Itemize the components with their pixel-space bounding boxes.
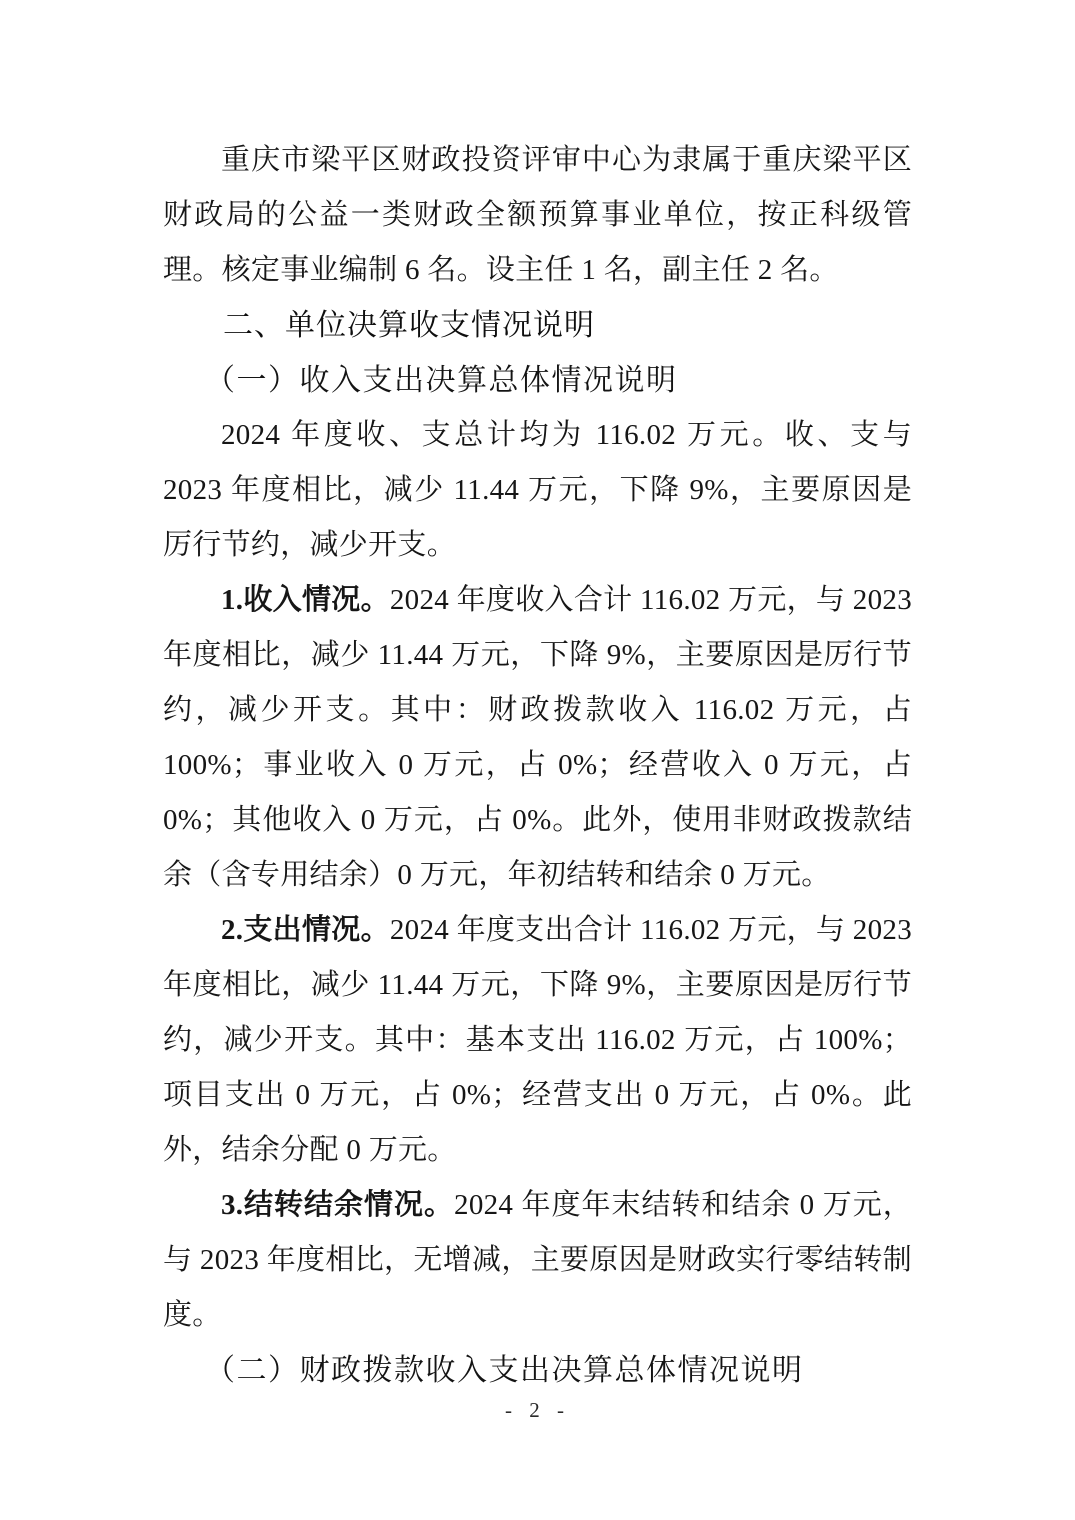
document-content <box>163 133 912 1398</box>
expenditure-situation-body-text: 2024 年度支出合计 116.02 万元，与 2023 年度相比，减少 11.44 万元，下降 9%，主要原因是厉行节约，减少开支。其中：基本支出 116.02 万元，占 100%；项目支出 0 万元，占 0%；经营支出 0 万元，占 0%。此外，结余分配 0 万元。 <box>163 914 912 1166</box>
section-heading-unit-final-accounts: 二、单位决算收支情况说明 <box>223 309 595 342</box>
paragraph-income-situation <box>163 573 912 903</box>
subsection-heading-fiscal-appropriation-overview: （二）财政拨款收入支出决算总体情况说明 <box>205 1354 804 1387</box>
carryover-situation-lead-label: 3.结转结余情况。 <box>221 1189 455 1221</box>
carryover-situation-body-text: 2024 年度年末结转和结余 0 万元，与 2023 年度相比，无增减，主要原因是财政实行零结转制度。 <box>163 1189 912 1331</box>
paragraph-expenditure-situation <box>163 903 912 1178</box>
subsection-heading-income-expenditure-overview: （一）收入支出决算总体情况说明 <box>205 364 678 397</box>
paragraph-unit-introduction: 重庆市梁平区财政投资评审中心为隶属于重庆梁平区财政局的公益一类财政全额预算事业单位，按正科级管理。核定事业编制 6 名。设主任 1 名，副主任 2 名。 <box>163 144 912 286</box>
expenditure-situation-lead-label: 2.支出情况。 <box>221 914 390 946</box>
paragraph-totals-overview: 2024 年度收、支总计均为 116.02 万元。收、支与 2023 年度相比，减少 11.44 万元，下降 9%，主要原因是厉行节约，减少开支。 <box>163 419 912 561</box>
income-situation-lead-label: 1.收入情况。 <box>221 584 390 616</box>
page-number: - 2 - <box>505 1398 570 1422</box>
income-situation-body-text: 2024 年度收入合计 116.02 万元，与 2023 年度相比，减少 11.44 万元，下降 9%，主要原因是厉行节约，减少开支。其中：财政拨款收入 116.02 万元，占 100%；事业收入 0 万元，占 0%；经营收入 0 万元，占 0%；其他收入 0 万元，占 0%。此外，使用非财政拨款结余（含专用结余）0 万元，年初结转和结余 0 万元。 <box>163 584 912 891</box>
paragraph-carryover-situation <box>163 1178 912 1343</box>
